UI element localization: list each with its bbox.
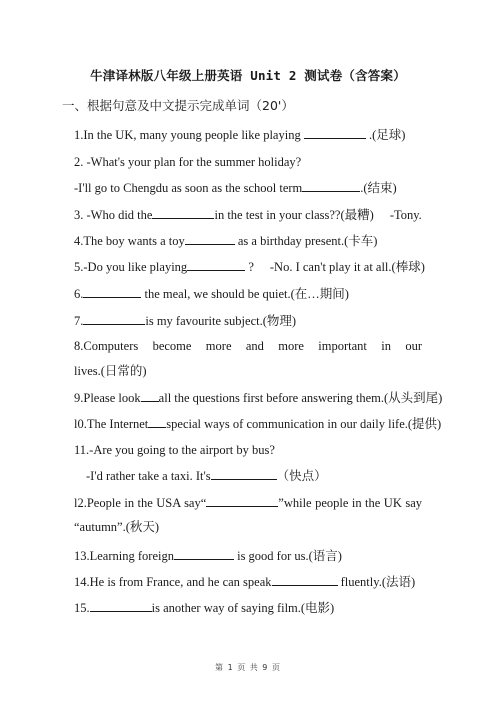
question-11-answer-line [86,468,434,484]
question-text-rest: ”while people in the UK say [278,496,422,510]
question-9 [74,390,443,406]
question-text: is another way of saying film.(电影) [151,601,335,615]
question-hint: in the test in your class??(最糟) [214,208,374,222]
question-text-rest: all the questions first before answering them.(从头到尾) [158,391,443,405]
answer-blank [272,574,338,586]
question-5 [74,259,425,275]
question-8-line-1: 8.Computers become more and more important in our [74,339,422,353]
question-number: 7. [74,314,84,328]
question-number: 15. [74,601,90,615]
question-hint: as a birthday present.(卡车) [234,234,378,248]
question-hint: is good for us.(语言) [233,549,342,563]
question-8-line-2: lives.(日常的) [74,364,147,378]
question-mark: ? [245,260,254,274]
question-hint: （快点） [276,469,327,483]
question-text: 5.-Do you like playing [74,260,188,274]
question-2: 2. -What's your plan for the summer holiday? [74,155,302,169]
question-hint: -No. I can't play it at all.(棒球) [269,260,425,274]
question-text: 3. -Who did the [74,208,153,222]
question-text: 14.He is from France, and he can speak [74,575,272,589]
question-12-line-2: “autumn”.(秋天) [74,520,160,534]
answer-blank [83,286,141,298]
question-1 [74,127,422,143]
question-text: 9.Please look [74,391,141,405]
question-hint: .(结束) [360,181,397,195]
question-text: is my favourite subject.(物理) [145,314,297,328]
question-number: 6. [74,287,84,301]
question-text: -I'll go to Chengdu as soon as the school term [74,181,303,195]
page-footer: 第 1 页 共 9 页 [215,663,281,672]
answer-blank [304,127,366,139]
question-text: 4.The boy wants a toy [74,234,185,248]
answer-blank [174,548,234,560]
answer-blank [206,495,278,507]
question-text: the meal, we should be quiet.(在…期间) [141,287,349,301]
answer-blank [302,180,360,192]
question-2-answer-line [74,180,422,196]
answer-blank [152,207,214,219]
question-11: 11.-Are you going to the airport by bus? [74,443,275,457]
question-4 [74,233,422,249]
question-hint: .(足球) [365,128,406,142]
answer-blank [187,259,245,271]
question-13 [74,548,422,564]
answer-blank [185,233,235,245]
question-text-rest: special ways of communication in our daily life.(提供) [166,417,442,431]
question-answer-name: -Tony. [389,208,422,222]
question-6 [74,286,422,302]
question-10 [74,416,442,432]
question-14 [74,574,422,590]
question-15 [74,600,422,616]
question-7 [74,313,422,329]
answer-blank [83,313,145,325]
question-hint: fluently.(法语) [337,575,416,589]
page-title: 牛津译林版八年级上册英语 Unit 2 测试卷（含答案） [90,68,406,83]
question-text: l0.The Internet [74,417,149,431]
question-12-line-1 [74,495,422,511]
answer-blank [141,390,159,402]
question-text: 1.In the UK, many young people like playing [74,128,304,142]
section-heading: 一、根据句意及中文提示完成单词（20'） [62,98,294,113]
question-text: l2.People in the USA say“ [74,496,207,510]
answer-blank [148,416,166,428]
question-3 [74,207,422,223]
answer-blank [211,468,277,480]
question-text: -I'd rather take a taxi. It's [86,469,211,483]
question-text: 13.Learning foreign [74,549,174,563]
answer-blank [90,600,152,612]
